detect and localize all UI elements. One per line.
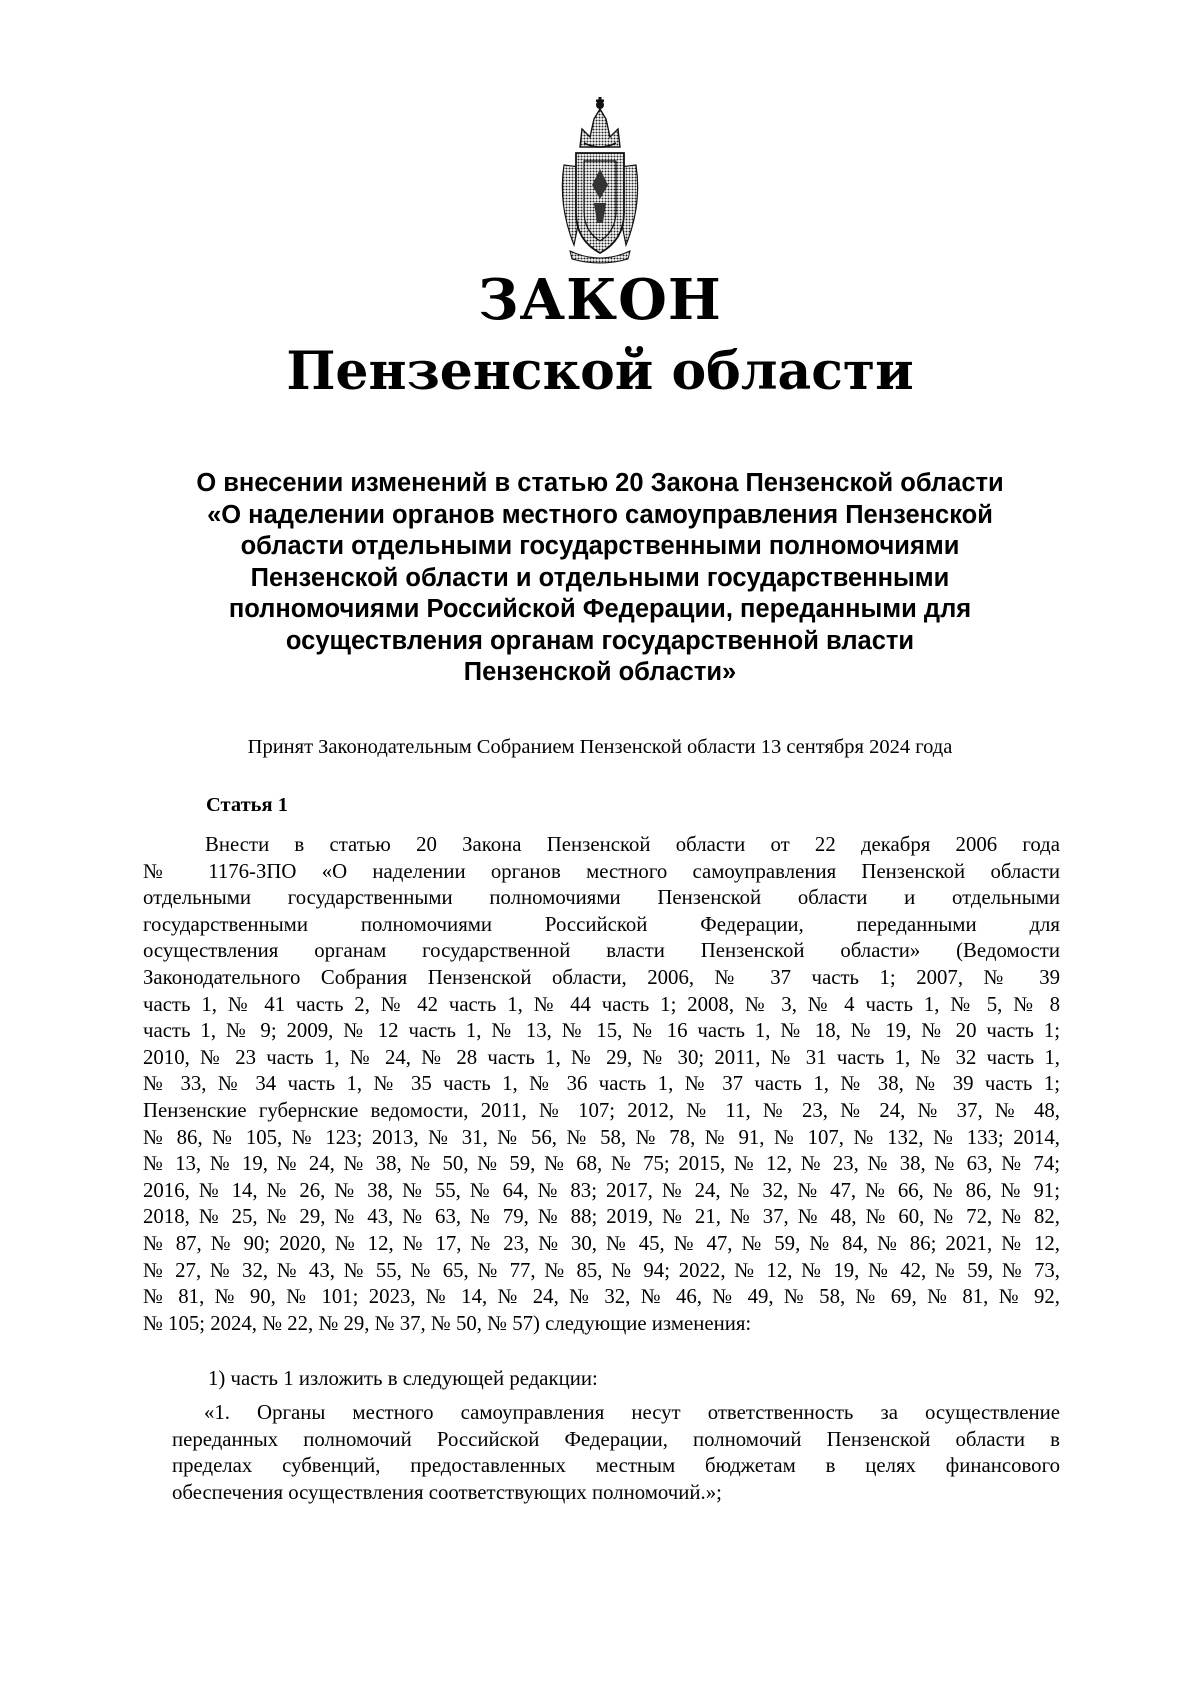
document-region: Пензенской области	[286, 341, 914, 402]
body-line: осуществления органам государственной власти Пензенской области» (Ведомости	[143, 939, 1060, 963]
heading-line: области отдельными государственными полномочиями	[240, 532, 960, 560]
quote-line: «1. Органы местного самоуправления несут ответственность за осуществление	[204, 1401, 1060, 1424]
body-line: 2016, № 14, № 26, № 38, № 55, № 64, № 83; 2017, № 24, № 32, № 47, № 66, № 86, № 91;	[143, 1178, 1060, 1202]
body-line: № 87, № 90; 2020, № 12, № 17, № 23, № 30, № 45, № 47, № 59, № 84, № 86; 2021, № 12,	[143, 1231, 1060, 1255]
amendment-quote	[172, 1400, 1060, 1506]
quote-line: пределах субвенций, предоставленных местным бюджетам в целях финансового	[172, 1454, 1060, 1478]
quote-line: обеспечения осуществления соответствующих полномочий.»;	[172, 1480, 722, 1504]
law-heading	[140, 468, 1060, 689]
body-line: № 27, № 32, № 43, № 55, № 65, № 77, № 85, № 94; 2022, № 12, № 19, № 42, № 59, № 73,	[143, 1258, 1060, 1282]
body-line: № 81, № 90, № 101; 2023, № 14, № 24, № 32, № 46, № 49, № 58, № 69, № 81, № 92,	[143, 1285, 1060, 1309]
document-title: ЗАКОН	[478, 267, 722, 333]
amendment-item: 1) часть 1 изложить в следующей редакции:	[208, 1367, 598, 1390]
body-line: № 13, № 19, № 24, № 38, № 50, № 59, № 68, № 75; 2015, № 12, № 23, № 38, № 63, № 74;	[143, 1152, 1060, 1176]
heading-line: «О наделении органов местного самоуправления Пензенской	[207, 500, 993, 529]
body-line: часть 1, № 41 часть 2, № 42 часть 1, № 44 часть 1; 2008, № 3, № 4 часть 1, № 5, № 8	[143, 992, 1060, 1016]
adoption-note: Принят Законодательным Собранием Пензенской области 13 сентября 2024 года	[247, 736, 953, 758]
body-line: № 33, № 34 часть 1, № 35 часть 1, № 36 часть 1, № 37 часть 1, № 38, № 39 часть 1;	[143, 1072, 1060, 1096]
body-line: отдельными государственными полномочиями Пензенской области и отдельными	[143, 886, 1060, 910]
heading-line: О внесении изменений в статью 20 Закона Пензенской области	[196, 469, 1004, 497]
body-line: № 1176-ЗПО «О наделении органов местного самоуправления Пензенской области	[143, 859, 1060, 883]
body-line: часть 1, № 9; 2009, № 12 часть 1, № 13, № 15, № 16 часть 1, № 18, № 19, № 20 часть 1;	[143, 1019, 1060, 1043]
body-line: Пензенские губернские ведомости, 2011, № 107; 2012, № 11, № 23, № 24, № 37, № 48,	[143, 1098, 1060, 1122]
body-line: государственными полномочиями Российской Федерации, переданными для	[143, 912, 1060, 936]
heading-line: полномочиями Российской Федерации, переданными для	[228, 595, 972, 623]
body-line: Внести в статью 20 Закона Пензенской области от 22 декабря 2006 года	[205, 833, 1060, 856]
body-line: Законодательного Собрания Пензенской области, 2006, № 37 часть 1; 2007, № 39	[143, 965, 1060, 989]
body-line: 2018, № 25, № 29, № 43, № 63, № 79, № 88; 2019, № 21, № 37, № 48, № 60, № 72, № 82,	[143, 1205, 1060, 1229]
body-line: № 86, № 105, № 123; 2013, № 31, № 56, № 58, № 78, № 91, № 107, № 132, № 133; 2014,	[143, 1125, 1060, 1149]
heading-line: Пензенской области и отдельными государственными	[250, 563, 950, 592]
article-body	[143, 832, 1060, 1337]
quote-line: переданных полномочий Российской Федерации, полномочий Пензенской области в	[172, 1427, 1060, 1451]
heading-line: Пензенской области»	[463, 658, 737, 686]
article-title: Статья 1	[206, 794, 288, 816]
heading-line: осуществления органам государственной власти	[285, 626, 915, 655]
coat-of-arms-icon	[550, 95, 650, 265]
body-line: № 105; 2024, № 22, № 29, № 37, № 50, № 57) следующие изменения:	[143, 1311, 752, 1335]
body-line: 2010, № 23 часть 1, № 24, № 28 часть 1, № 29, № 30; 2011, № 31 часть 1, № 32 часть 1,	[143, 1045, 1060, 1069]
